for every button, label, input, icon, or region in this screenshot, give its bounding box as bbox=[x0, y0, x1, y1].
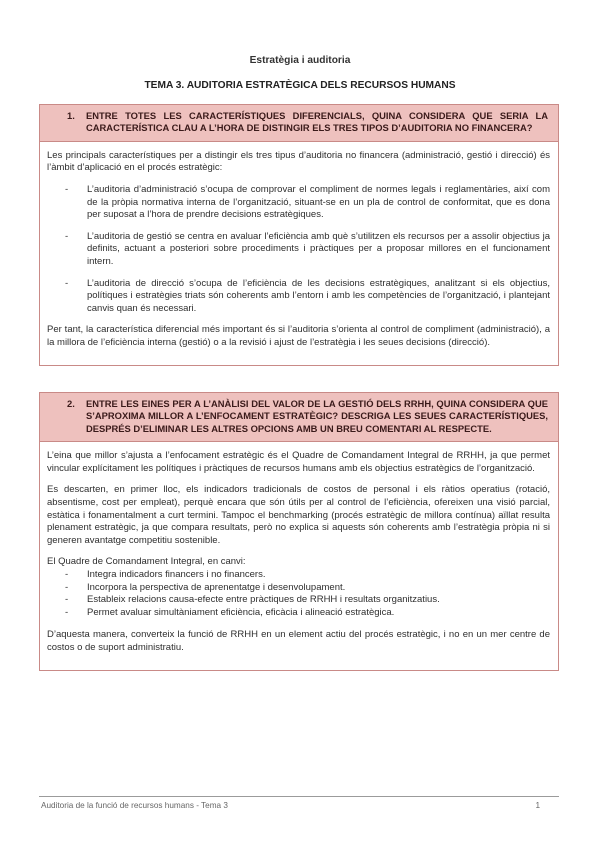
answer-1-intro: Les principals característiques per a distingir els tres tipus d’auditoria no financera (administració, gestió i direcció) és l’àmbit d’aplicació en el procés estratègic: bbox=[47, 149, 550, 174]
list-item: - L’auditoria d’administració s’ocupa de comprovar el compliment de normes legals i reglamentàries, així com de la pròpia normativa interna de l’organització, situant-se en un pla de control de conformitat, que es dona per suposat a l’hora de prendre decisions estratègiques. bbox=[47, 184, 550, 222]
list-item: - L’auditoria de direcció s’ocupa de l’eficiència de les decisions estratègiques, analitzant si els objectius, polítiques i estratègies triats són coherents amb l’entorn i amb les competències de l’organització, i plantejant canvis quan és necessari. bbox=[47, 278, 550, 316]
question-1-number: 1. bbox=[67, 110, 75, 121]
answer-2-paragraph-2: Es descarten, en primer lloc, els indicadors tradicionals de costos de personal i els ràtios operatius (rotació, absentisme, cost per empleat), perquè encara que són útils per al control de l’eficiència, ofereixen una visió parcial, estàtica i fonamentalment a curt termini. Tampoc el benchmarking (procés estratègic de millora contínua) aïllat resulta plenament estratègic, ja que compara resultats, però no explica si aquests són coherents amb l’estratègia pròpia ni si generen avantatge competitiu sostenible. bbox=[47, 484, 550, 546]
list-item: - Incorpora la perspectiva de aprenentatge i desenvolupament. bbox=[47, 582, 550, 595]
question-1-header bbox=[40, 105, 558, 142]
document-title: TEMA 3. AUDITORIA ESTRATÈGICA DELS RECURSOS HUMANS bbox=[144, 80, 456, 91]
page-number: 1 bbox=[535, 801, 540, 810]
footer-divider bbox=[39, 796, 559, 797]
answer-2-conclusion: D’aquesta manera, converteix la funció de RRHH en un element actiu del procés estratègic, i no en un mer centre de costos o de suport administratiu. bbox=[47, 629, 550, 653]
question-1-answer bbox=[40, 142, 558, 365]
list-item: - L’auditoria de gestió se centra en avaluar l’eficiència amb què s’utilitzen els recursos per a assolir objectius ja definits, actuant a posteriori sobre procediments i pràctiques per a proposar millores en el funcionament intern. bbox=[47, 231, 550, 269]
question-1-box bbox=[39, 104, 559, 366]
list-item: - Permet avaluar simultàniament eficiència, eficàcia i alineació estratègica. bbox=[47, 607, 550, 620]
list-item: - Estableix relacions causa-efecte entre pràctiques de RRHH i resultats organitzatius. bbox=[47, 594, 550, 607]
question-2-text: ENTRE LES EINES PER A L’ANÀLISI DEL VALOR DE LA GESTIÓ DELS RRHH, QUINA CONSIDERA QUE S’APROXIMA MILLOR A L’ENFOCAMENT ESTRATÈGIC? DESCRIGA LES SEUES CARACTERÍSTIQUES, DESPRÉS D’ELIMINAR LES ALTRES OPCIONS AMB UN BREU COMENTARI AL RESPECTE. bbox=[86, 398, 548, 434]
answer-1-list bbox=[47, 184, 550, 315]
answer-2-paragraph-3: El Quadre de Comandament Integral, en canvi: bbox=[47, 556, 246, 568]
question-2-box bbox=[39, 392, 559, 671]
footer-course-title: Auditoria de la funció de recursos humans - Tema 3 bbox=[41, 801, 228, 810]
list-item: - Integra indicadors financers i no financers. bbox=[47, 569, 550, 582]
answer-2-list bbox=[47, 569, 550, 619]
question-1-text: ENTRE TOTES LES CARACTERÍSTIQUES DIFERENCIALS, QUINA CONSIDERA QUE SERIA LA CARACTERÍSTICA CLAU A L’HORA DE DISTINGIR ELS TRES TIPOS D’AUDITORIA NO FINANCERA? bbox=[86, 110, 548, 134]
answer-2-paragraph-1: L’eina que millor s’ajusta a l’enfocament estratègic és el Quadre de Comandament Integral de RRHH, ja que permet vincular explícitament les polítiques i pràctiques de recursos humans amb els objectius estratègics de l’organització. bbox=[47, 450, 550, 474]
question-2-answer bbox=[40, 442, 558, 669]
question-2-header bbox=[40, 393, 558, 442]
answer-1-conclusion: Per tant, la característica diferencial més important és si l’auditoria s’orienta al control de compliment (administració), a la millora de l’eficiència interna (gestió) o a la revisió i ajust de l’estratègia i les seues decisions (direcció). bbox=[47, 324, 550, 348]
document-subtitle: Estratègia i auditoria bbox=[249, 55, 351, 66]
question-2-number: 2. bbox=[67, 398, 75, 409]
